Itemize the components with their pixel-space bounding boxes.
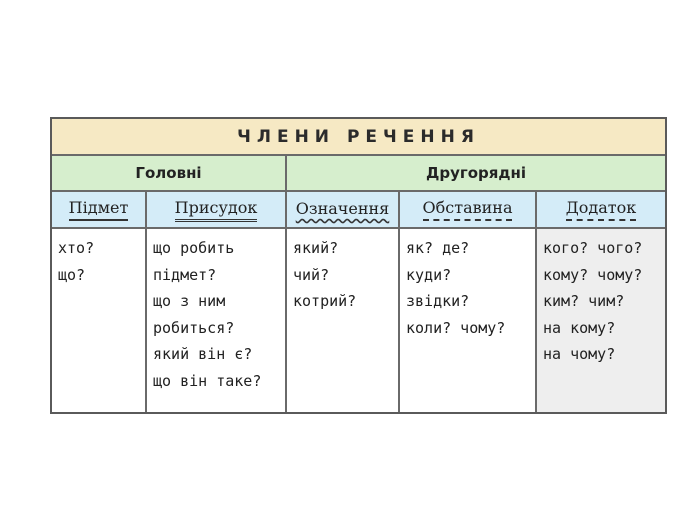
group-secondary-label: Другорядні [425,164,526,182]
header-adverbial-label: Обставина [423,198,513,221]
question-line: що робить [153,239,235,257]
column-header-row [52,192,665,229]
header-attribute [287,192,400,227]
question-line: як? де? [406,239,470,257]
question-line: що? [58,265,86,284]
question-line: куди? [406,265,452,284]
question-line: який? [293,239,339,257]
attribute-questions [287,229,400,412]
question-line: який він є? [153,345,253,363]
header-predicate [147,192,287,227]
header-predicate-label: Присудок [175,198,258,222]
question-line: що з ним [153,292,226,310]
table-title: ЧЛЕНИ РЕЧЕННЯ [237,126,480,147]
question-line: котрий? [293,292,357,310]
question-line: хто? [58,239,95,257]
header-subject [52,192,147,227]
header-adverbial [400,192,537,227]
question-line: ким? чим? [543,292,625,310]
question-line: коли? чому? [406,318,506,337]
question-line: на кому? [543,318,616,337]
sentence-members-table [50,117,667,414]
group-main [52,156,287,190]
header-subject-label: Підмет [69,198,129,221]
adverbial-questions [400,229,537,412]
questions-row [52,229,665,412]
group-secondary [287,156,665,190]
header-object [537,192,665,227]
group-main-label: Головні [135,164,202,182]
question-line: що він таке? [153,371,262,390]
subject-questions [52,229,147,412]
table-title-row [52,119,665,156]
question-line: на чому? [543,345,616,363]
header-object-label: Додаток [566,198,637,221]
question-line: підмет? [153,265,217,284]
question-line: кому? чому? [543,265,643,284]
question-line: робиться? [153,318,235,337]
question-line: звідки? [406,292,470,310]
header-attribute-label: Означення [295,199,390,218]
object-questions [537,229,665,412]
predicate-questions [147,229,287,412]
question-line: кого? чого? [543,239,643,257]
question-line: чий? [293,265,330,284]
group-header-row [52,156,665,192]
